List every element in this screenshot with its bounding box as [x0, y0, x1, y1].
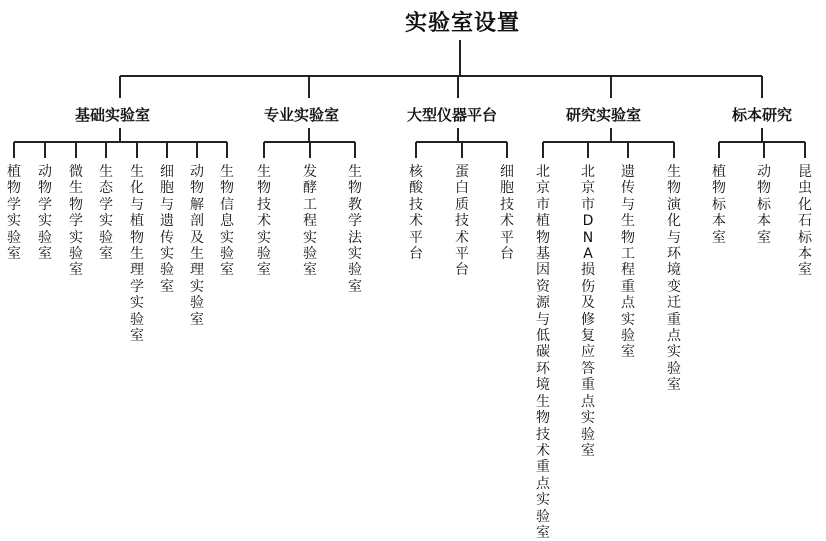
leaf-item: 遗传与生物工程重点实验室 [621, 164, 635, 361]
leaf-item: 发酵工程实验室 [303, 164, 317, 279]
leaf-item: 核酸技术平台 [409, 164, 423, 263]
leaf-item: 北京市植物基因资源与低碳环境生物技术重点实验室 [536, 164, 550, 541]
leaf-item: 生物技术实验室 [257, 164, 271, 279]
leaf-item: 生物信息实验室 [220, 164, 234, 279]
leaf-item: 细胞技术平台 [500, 164, 514, 263]
leaf-item: 动物标本室 [757, 164, 771, 246]
leaf-item: 植物学实验室 [7, 164, 21, 263]
leaf-item: 生物教学法实验室 [348, 164, 362, 295]
leaf-item: 生化与植物生理学实验室 [130, 164, 144, 345]
category-label-research: 研究实验室 [566, 106, 642, 124]
leaf-item: 生物演化与环境变迁重点实验室 [667, 164, 681, 394]
leaf-item: 植物标本室 [712, 164, 726, 246]
category-label-instrument: 大型仪器平台 [407, 106, 498, 124]
category-label-basic: 基础实验室 [75, 106, 151, 124]
leaf-item: 生态学实验室 [99, 164, 113, 263]
category-label-specimen: 标本研究 [732, 106, 793, 124]
category-label-specialty: 专业实验室 [264, 106, 340, 124]
leaf-item: 动物解剖及生理实验室 [190, 164, 204, 328]
leaf-item: 蛋白质技术平台 [455, 164, 469, 279]
leaf-item: 北京市DNA损伤及修复应答重点实验室 [581, 164, 595, 459]
leaf-item: 细胞与遗传实验室 [160, 164, 174, 295]
leaf-item: 昆虫化石标本室 [798, 164, 812, 279]
leaf-item: 动物学实验室 [38, 164, 52, 263]
diagram-root-title: 实验室设置 [405, 11, 521, 36]
leaf-item: 微生物学实验室 [69, 164, 83, 279]
